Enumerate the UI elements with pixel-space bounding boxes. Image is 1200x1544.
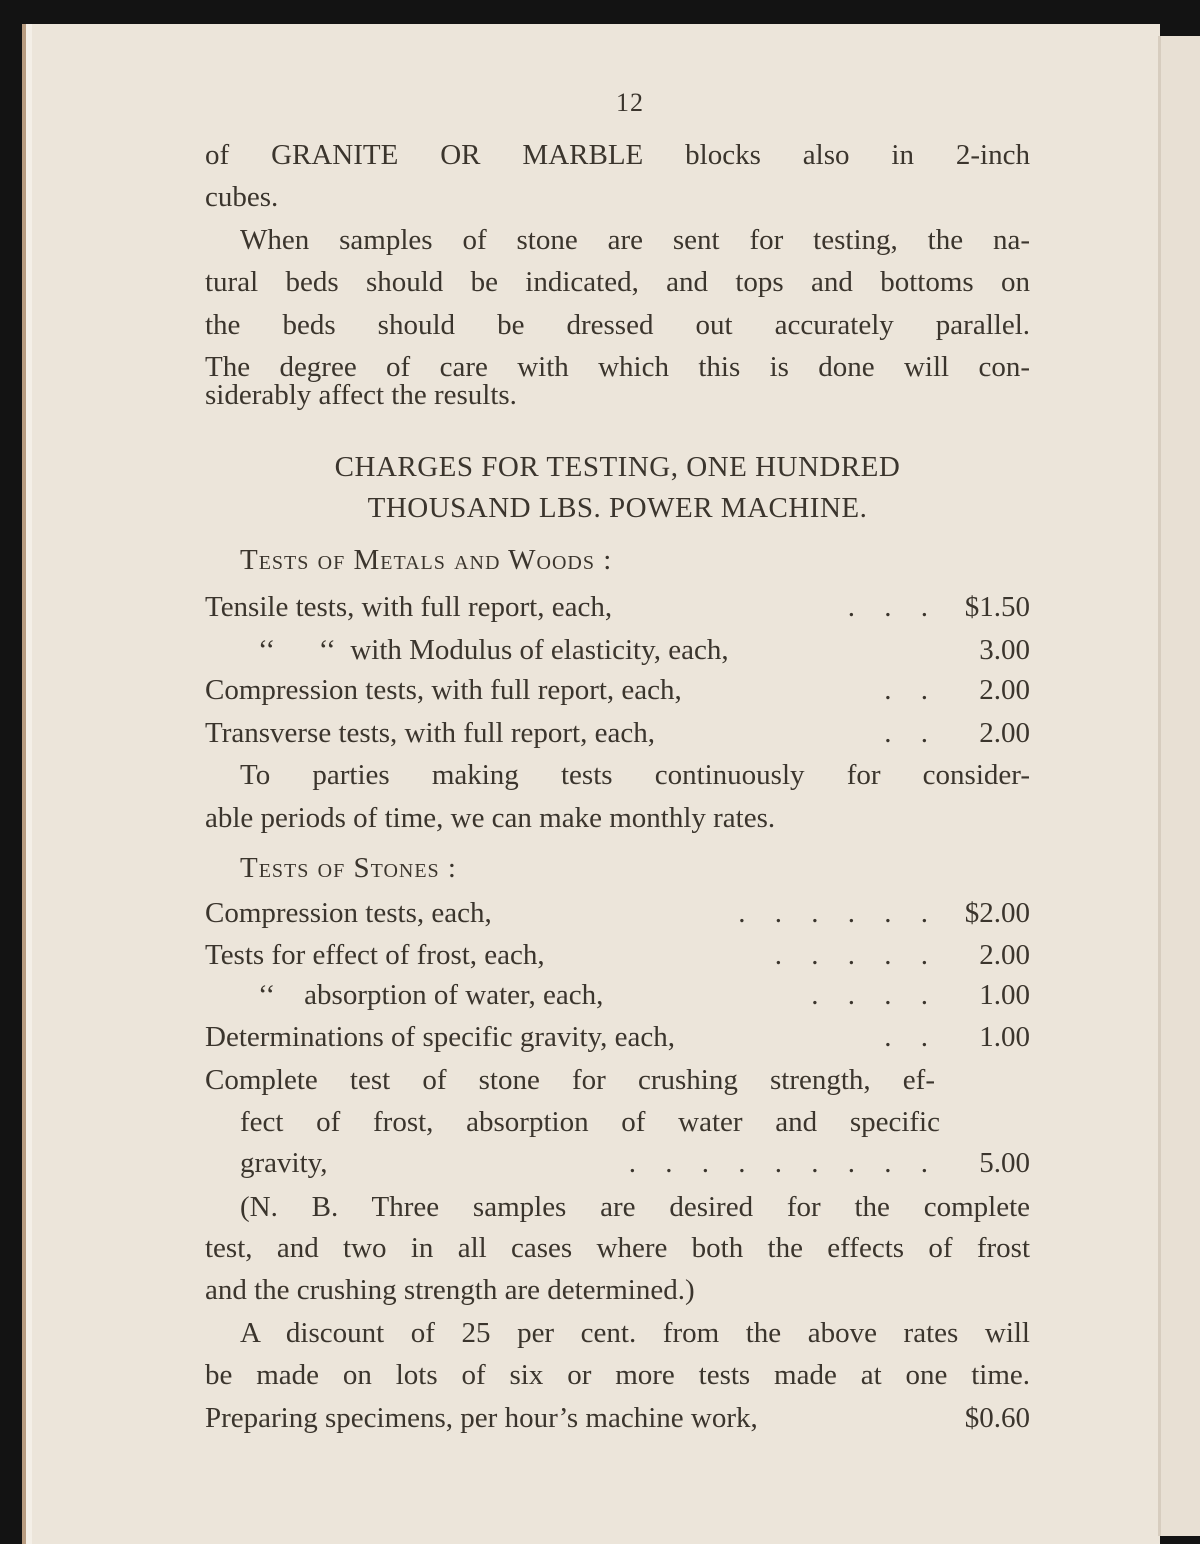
text-line: The degree of care with which this is done will con- (205, 351, 1030, 383)
price-row (258, 975, 1030, 1015)
page-number: 12 (616, 88, 644, 117)
price-row (258, 630, 1030, 670)
section-subheading: Tests of Metals and Woods : (240, 544, 613, 576)
price-amount: $1.50 (964, 591, 1030, 623)
price-amount: 3.00 (979, 634, 1030, 666)
price-row (205, 670, 1030, 710)
text-line: fect of frost, absorption of water and specific (240, 1106, 940, 1138)
text-line: When samples of stone are sent for testing, the na- (240, 224, 1030, 256)
text-line: test, and two in all cases where both the effects of frost (205, 1232, 1030, 1264)
section-subheading: Tests of Stones : (240, 852, 457, 884)
price-row (205, 1398, 1030, 1438)
text-line: of GRANITE OR MARBLE blocks also in 2-inch (205, 139, 1030, 171)
text-line: A discount of 25 per cent. from the above rates will (240, 1317, 1030, 1349)
price-amount: 2.00 (979, 939, 1030, 971)
text-line: and the crushing strength are determined.) (205, 1274, 695, 1306)
price-row (205, 713, 1030, 753)
section-heading: THOUSAND LBS. POWER MACHINE. (367, 492, 868, 524)
text-line: To parties making tests continuously for consider- (240, 759, 1030, 791)
price-label: Transverse tests, with full report, each, (205, 717, 655, 749)
dot-leader: . . . . . (774, 939, 928, 971)
dot-leader: . . (884, 674, 928, 706)
price-amount: 2.00 (979, 717, 1030, 749)
dot-leader (729, 630, 940, 670)
text-line: cubes. (205, 181, 279, 213)
text-line: the beds should be dressed out accurately parallel. (205, 309, 1030, 341)
dot-leader (758, 1398, 940, 1438)
dot-leader: . . (884, 1021, 928, 1053)
price-label: Tensile tests, with full report, each, (205, 591, 613, 623)
price-amount: 1.00 (979, 979, 1030, 1011)
price-amount: $2.00 (964, 897, 1030, 929)
text-line: siderably affect the results. (205, 379, 517, 411)
price-row (205, 1017, 1030, 1057)
price-amount: 5.00 (979, 1147, 1030, 1179)
price-amount: 1.00 (979, 1021, 1030, 1053)
dot-leader: . . (884, 717, 928, 749)
price-row (240, 1143, 1030, 1183)
price-row (205, 893, 1030, 933)
price-label: Preparing specimens, per hour’s machine work, (205, 1402, 758, 1434)
price-label: Tests for effect of frost, each, (205, 939, 545, 971)
dot-leader: . . . . . . . . . (628, 1147, 928, 1179)
price-label: ‘‘ ‘‘ with Modulus of elasticity, each, (258, 634, 729, 666)
price-label: Compression tests, each, (205, 897, 492, 929)
price-amount: $0.60 (964, 1402, 1030, 1434)
text-line: able periods of time, we can make monthly rates. (205, 802, 776, 834)
price-label: Compression tests, with full report, each, (205, 674, 682, 706)
text-line: tural beds should be indicated, and tops and bottoms on (205, 266, 1030, 298)
price-label: Determinations of specific gravity, each, (205, 1021, 675, 1053)
section-heading: CHARGES FOR TESTING, ONE HUNDRED (334, 451, 901, 483)
dot-leader: . . . . (811, 979, 928, 1011)
price-label: ‘‘ absorption of water, each, (258, 979, 604, 1011)
price-row (205, 935, 1030, 975)
dot-leader: . . . . . . (738, 897, 928, 929)
dot-leader: . . . (847, 591, 928, 623)
price-row (205, 587, 1030, 627)
text-line: (N. B. Three samples are desired for the complete (240, 1191, 1030, 1223)
text-line: Complete test of stone for crushing strength, ef- (205, 1064, 935, 1096)
text-line: be made on lots of six or more tests made at one time. (205, 1359, 1030, 1391)
adjacent-page-edge (1158, 36, 1200, 1536)
price-amount: 2.00 (979, 674, 1030, 706)
price-label: gravity, (240, 1147, 328, 1179)
